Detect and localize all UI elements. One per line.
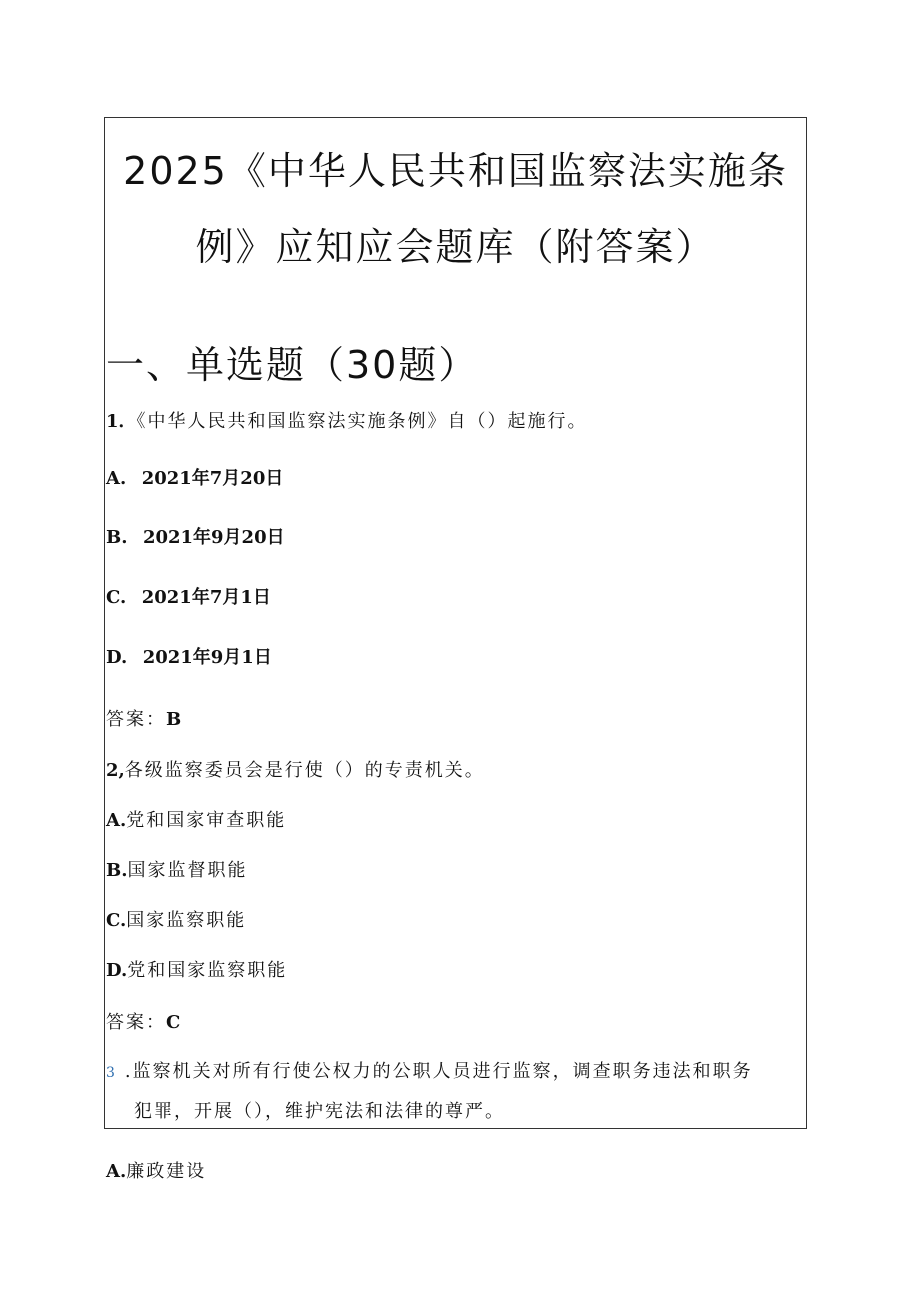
question-2-number: 2, [106, 760, 125, 781]
answer-value: C [166, 1012, 181, 1033]
question-3-line-1 [106, 1059, 753, 1086]
question-2-option-a [106, 808, 286, 834]
option-text: 2021年9月1日 [142, 647, 272, 668]
question-3-number: 3 [106, 1065, 117, 1081]
option-letter: C. [106, 910, 127, 931]
question-3-option-a [106, 1159, 206, 1185]
section-heading: 一、单选题（30题） [106, 343, 479, 387]
option-letter: B. [106, 860, 128, 881]
question-2-option-c [106, 908, 246, 934]
option-letter: C. [106, 587, 127, 608]
option-text: 2021年9月20日 [142, 527, 285, 548]
option-letter: A. [106, 1161, 127, 1182]
question-1-text: 《中华人民共和国监察法实施条例》自（）起施行。 [136, 411, 588, 432]
question-2-option-b [106, 858, 247, 884]
question-1-option-b [106, 525, 285, 551]
question-1-option-a [106, 466, 283, 492]
option-letter: D. [106, 960, 128, 981]
question-2-answer [106, 1010, 180, 1036]
question-1-option-d [106, 645, 272, 671]
question-1-option-c [106, 585, 271, 611]
option-letter: A. [106, 468, 127, 489]
question-2-text: 各级监察委员会是行使（）的专责机关。 [124, 760, 485, 781]
option-text: 党和国家监察职能 [127, 960, 288, 981]
question-3-line-2 [134, 1099, 505, 1125]
option-text: 廉政建设 [126, 1161, 207, 1182]
option-letter: B. [106, 527, 128, 548]
answer-value: B [166, 709, 182, 730]
option-letter: D. [106, 647, 128, 668]
option-text: 国家监察职能 [126, 910, 247, 931]
option-letter: A. [106, 810, 127, 831]
option-text: 党和国家审查职能 [126, 810, 287, 831]
question-3-text-line-1: .监察机关对所有行使公权力的公职人员进行监察，调查职务违法和职务 [124, 1061, 753, 1082]
question-2 [106, 758, 485, 784]
option-text: 2021年7月1日 [141, 587, 271, 608]
answer-label: 答案： [106, 1012, 166, 1033]
question-1-answer [106, 707, 181, 733]
question-1-number: 1． [106, 411, 137, 432]
question-3-text-line-2: 犯罪，开展（），维护宪法和法律的尊严。 [134, 1101, 505, 1122]
document-title-line-1: 2025《中华人民共和国监察法实施条 [123, 149, 788, 193]
question-2-option-d [106, 958, 287, 984]
document-title-line-2: 例》应知应会题库（附答案） [195, 225, 716, 269]
question-1 [106, 409, 588, 435]
option-text: 2021年7月20日 [141, 468, 284, 489]
answer-label: 答案： [106, 709, 166, 730]
option-text: 国家监督职能 [127, 860, 248, 881]
